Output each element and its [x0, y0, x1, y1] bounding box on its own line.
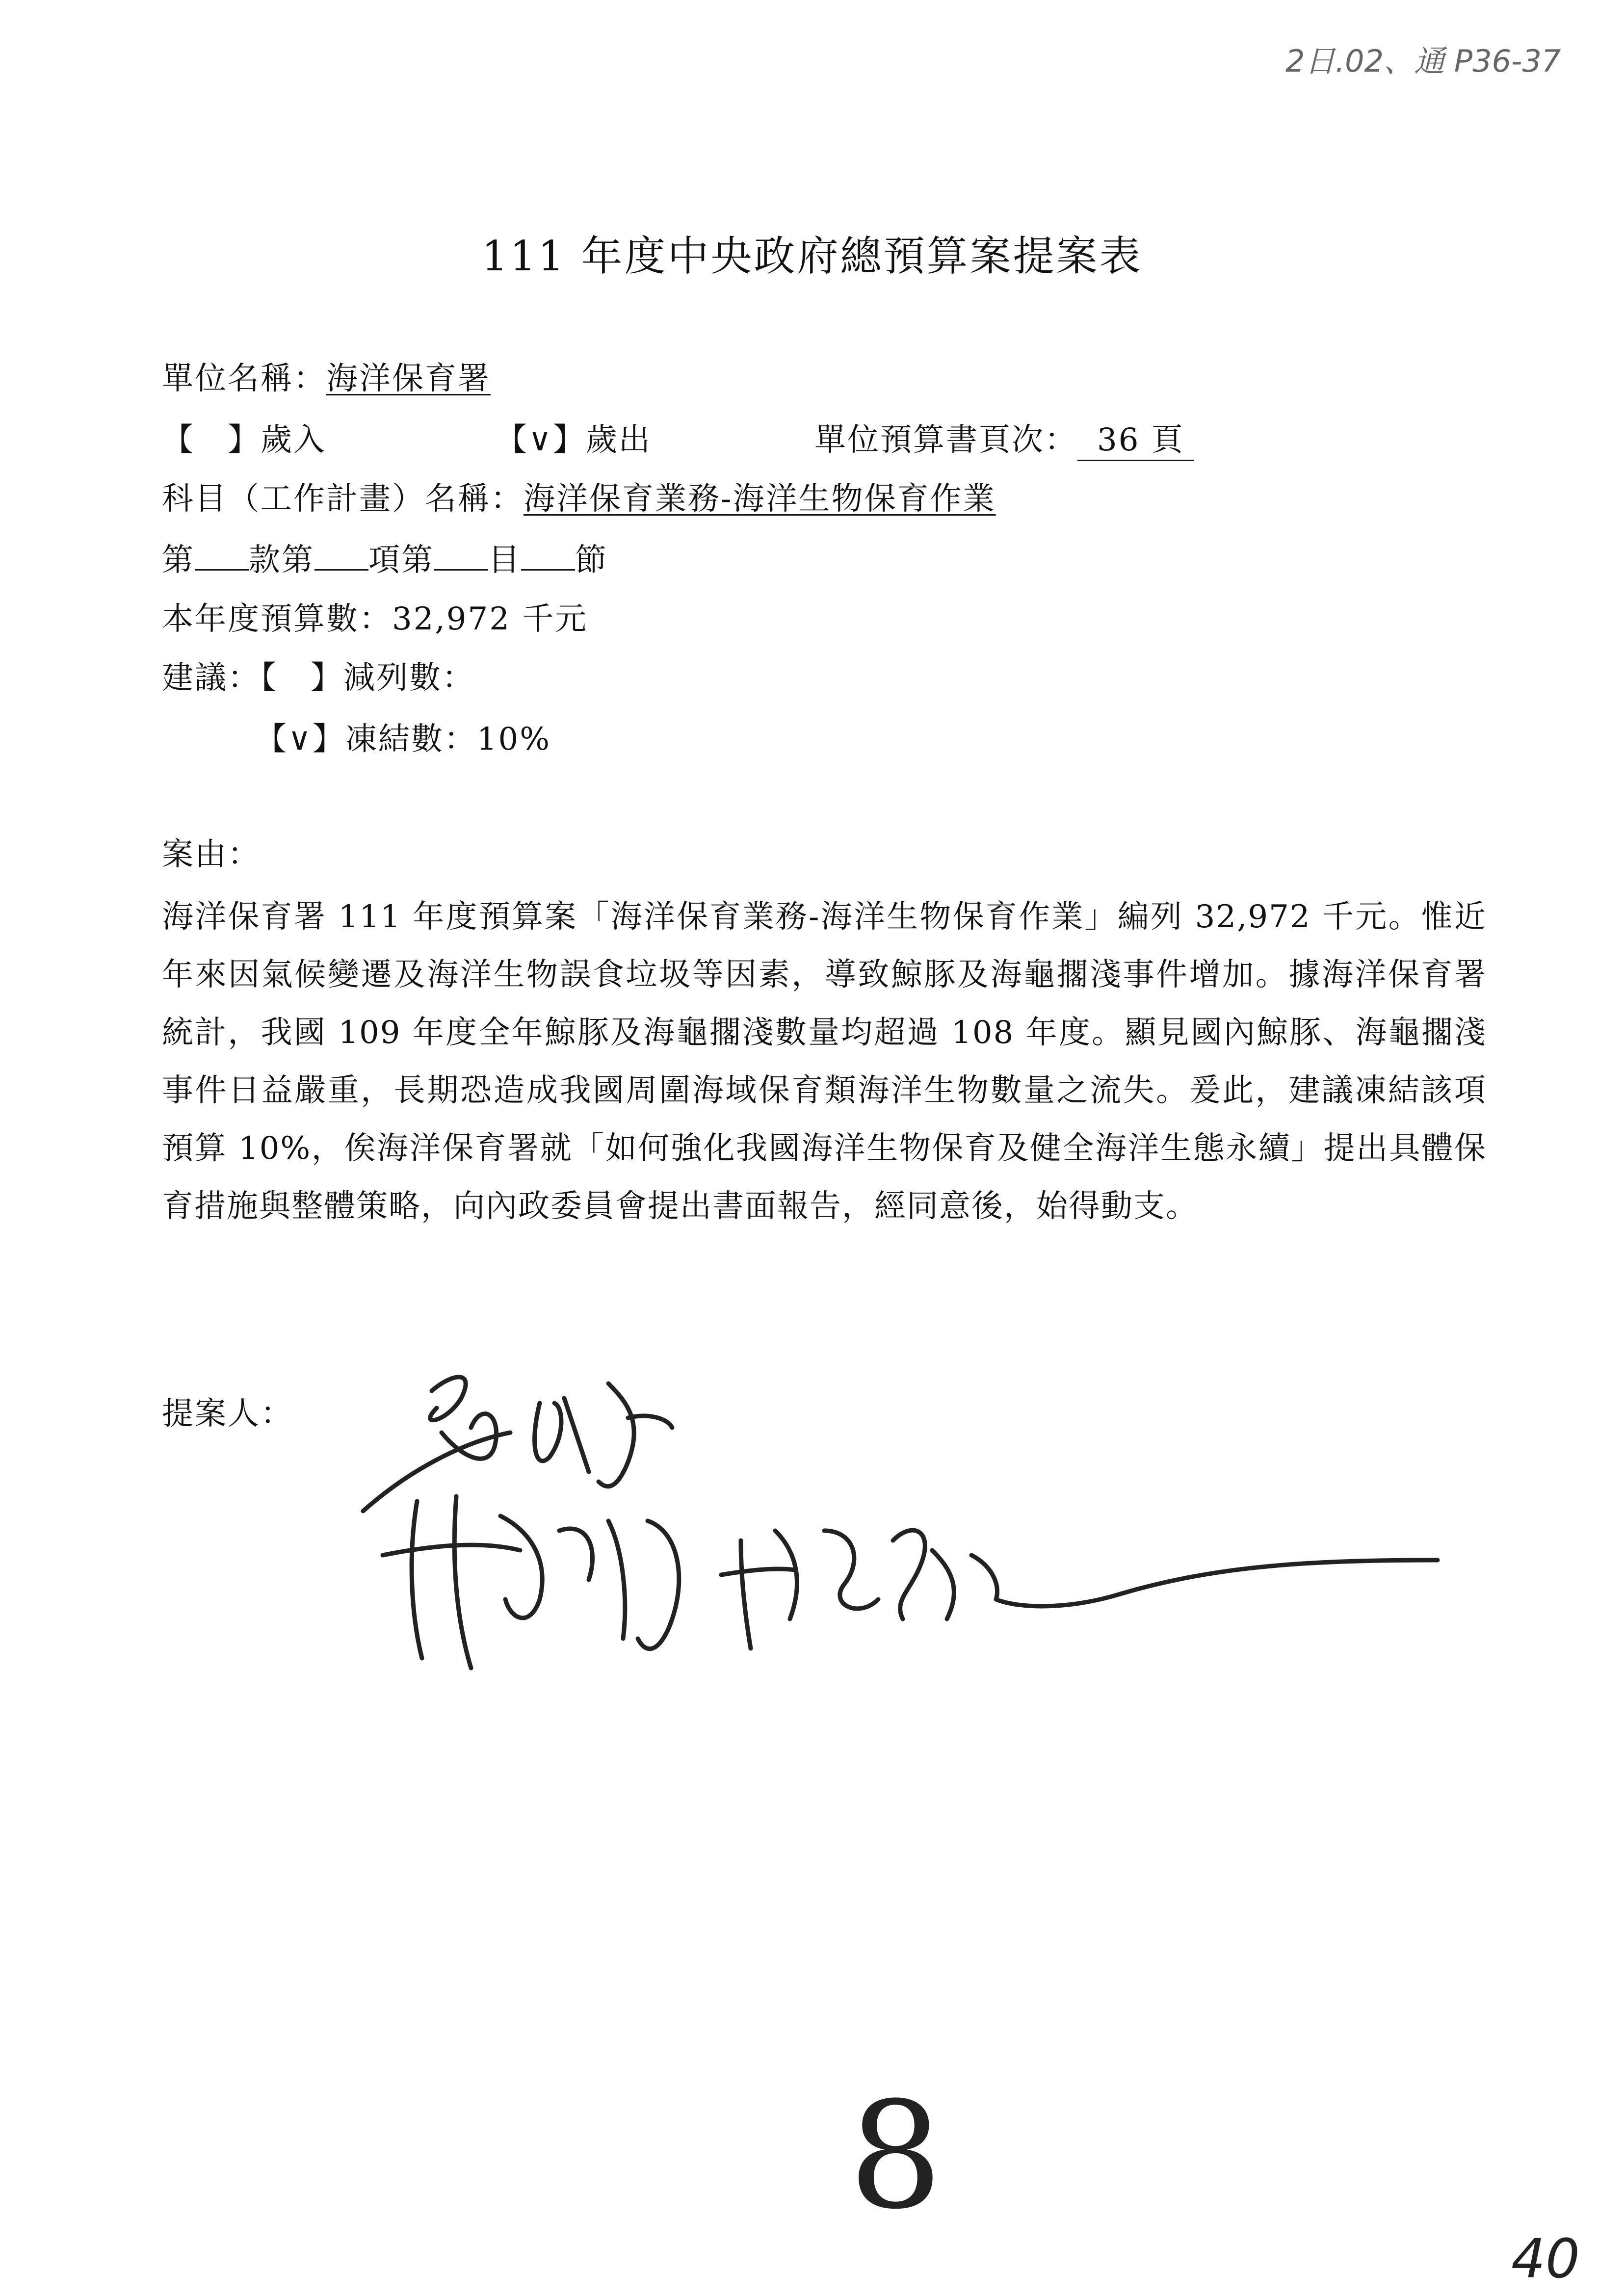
subject-value: 海洋保育業務-海洋生物保育作業: [524, 481, 996, 517]
budget-type-row: [162, 415, 326, 460]
revenue-checkbox: 【 】歲入: [162, 422, 326, 458]
clause-part: 節: [575, 542, 608, 578]
proposer-label: 提案人：: [162, 1396, 293, 1432]
reason-text: 海洋保育署 111 年度預算案「海洋保育業務-海洋生物保育作業」編列 32,972 千元。惟近年來因氣候變遷及海洋生物誤食垃圾等因素，導致鯨豚及海龜擱淺事件增加。據海洋保育署統計，我國 109 年度全年鯨豚及海龜擱淺數量均超過 108 年度。顯見國內鯨豚、海龜擱淺事件日益嚴重，長期恐造成我國周圍海域保育類海洋生物數量之流失。爰此，建議凍結該項預算 10%，俟海洋保育署就「如何強化我國海洋生物保育及健全海洋生態永續」提出具體保育措施與整體策略，向內政委員會提出書面報告，經同意後，始得動支。: [162, 899, 1487, 1225]
signatures: [334, 1344, 1462, 1707]
clause-blank: [521, 545, 575, 571]
budget-amount: 本年度預算數：32,972 千元: [162, 601, 588, 637]
handwritten-number: 8: [849, 2070, 943, 2242]
suggestion-reduce: 建議：【 】減列數：: [162, 660, 475, 696]
clause-part: 項第: [368, 542, 434, 578]
page-ref-value: 36 頁: [1077, 415, 1194, 461]
unit-name-row: [162, 353, 491, 398]
signature-1: [363, 1377, 672, 1511]
expense-checkbox: 【∨】歲出: [496, 422, 652, 458]
signature-2: [383, 1496, 679, 1668]
unit-name-value: 海洋保育署: [326, 361, 491, 397]
clause-part: 第: [162, 542, 195, 578]
handwritten-annotation: 2日.02、通 P36-37: [1285, 43, 1561, 79]
clause-blank: [195, 545, 249, 571]
suggestion-freeze: 【∨】凍結數：10%: [255, 721, 551, 757]
page-ref-row: [814, 415, 1194, 461]
clause-blank: [434, 545, 488, 571]
unit-name-label: 單位名稱：: [162, 361, 326, 397]
signature-3: [721, 1530, 1438, 1648]
reason-label: 案由：: [162, 836, 261, 873]
subject-row: [162, 473, 996, 519]
document-title: 111 年度中央政府總預算案提案表: [481, 232, 1143, 280]
subject-label: 科目（工作計畫）名稱：: [162, 481, 524, 517]
clause-part: 目: [488, 542, 521, 578]
clause-blank: [314, 545, 368, 571]
page-ref-label: 單位預算書頁次：: [814, 422, 1077, 458]
page-number: 40: [1511, 2227, 1580, 2290]
clause-row: [162, 535, 608, 580]
clause-part: 款第: [249, 542, 314, 578]
